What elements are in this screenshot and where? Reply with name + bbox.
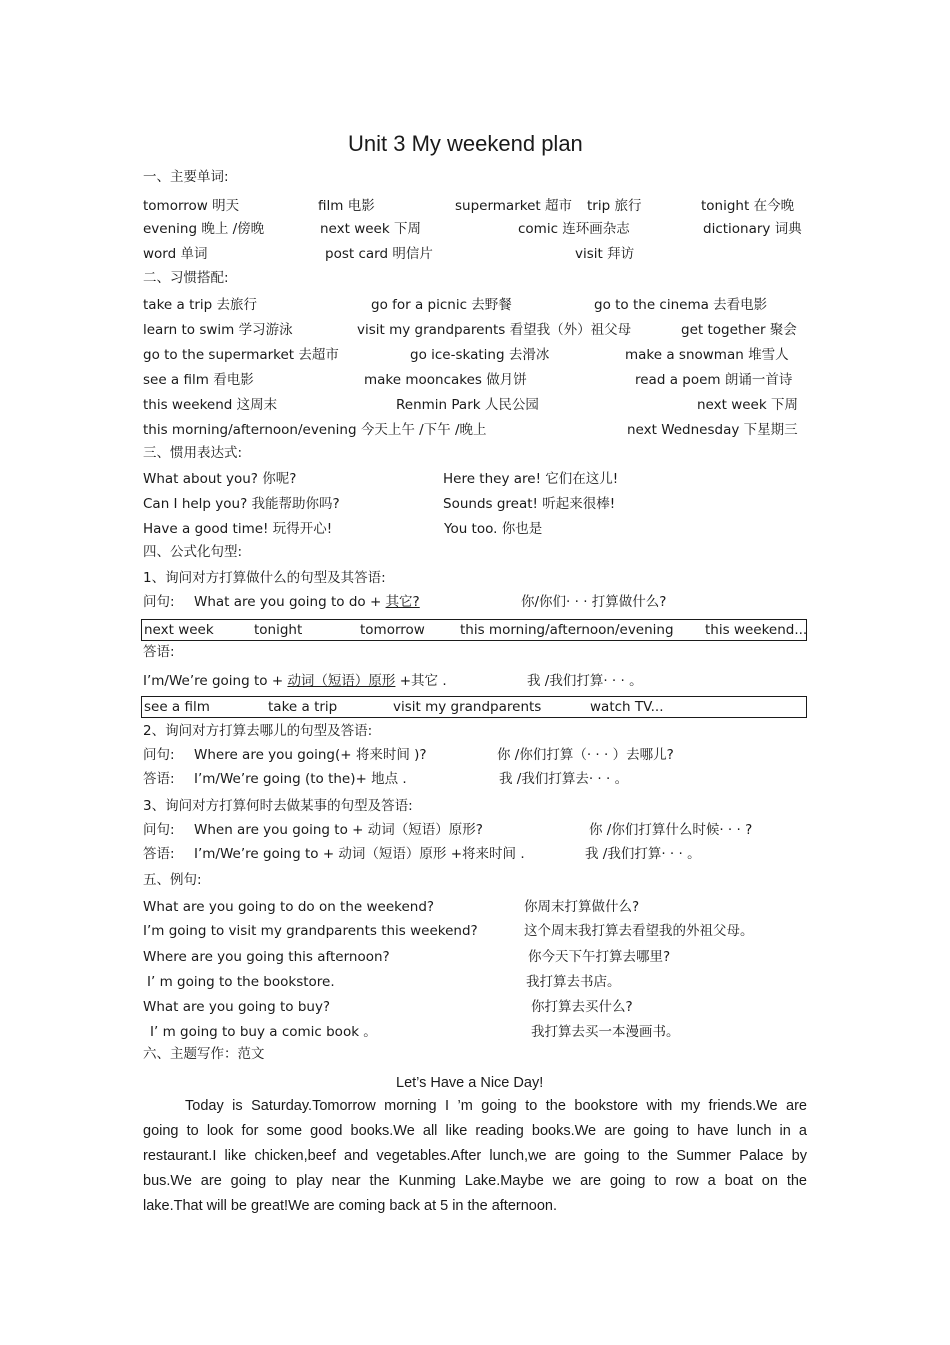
example-en: I’ m going to buy a comic book 。	[150, 1024, 377, 1040]
phrase-item: learn to swim 学习游泳	[143, 322, 293, 338]
pattern-answer-cn: 我 /我们打算· · · 。	[527, 673, 643, 689]
box-item: watch TV...	[590, 699, 664, 715]
expression-item: Here they are! 它们在这儿!	[443, 471, 619, 487]
phrase-item: next Wednesday 下星期三	[627, 422, 798, 438]
pattern-question-cn: 你/你们· · · 打算做什么?	[521, 594, 667, 610]
box-item: tomorrow	[360, 622, 425, 638]
pattern-heading: 1、询问对方打算做什么的句型及其答语:	[143, 570, 386, 586]
pattern-question-cn: 你 /你们打算什么时候· · · ?	[589, 822, 753, 838]
underlined-other: 其它?	[385, 594, 420, 610]
section-heading-patterns: 四、公式化句型:	[143, 544, 243, 560]
phrase-item: see a film 看电影	[143, 372, 254, 388]
phrase-item: go to the supermarket 去超市	[143, 347, 339, 363]
box-item: see a film	[144, 699, 210, 715]
phrase-item: go to the cinema 去看电影	[594, 297, 768, 313]
vocab-item: trip 旅行	[587, 198, 642, 214]
essay-line: Today is Saturday.Tomorrow morning I ’m going to the bookstore with my friends.We are	[185, 1098, 807, 1114]
answer-label: 答语:	[143, 644, 175, 660]
pattern-answer: I’m/We’re going to + 动词（短语）原形 +将来时间 .	[194, 846, 525, 862]
box-item: visit my grandparents	[393, 699, 542, 715]
example-en: Where are you going this afternoon?	[143, 949, 390, 965]
section-heading-collocations: 二、习惯搭配:	[143, 270, 229, 286]
vocab-item: comic 连环画杂志	[518, 221, 630, 237]
pattern-question: What are you going to do + 其它?	[194, 594, 420, 610]
expression-item: Can I help you? 我能帮助你吗?	[143, 496, 340, 512]
pattern-answer-cn: 我 /我们打算去· · · 。	[499, 771, 629, 787]
phrase-item: this weekend 这周末	[143, 397, 278, 413]
expression-item: Sounds great! 听起来很棒!	[443, 496, 616, 512]
section-heading-examples: 五、例句:	[143, 872, 202, 888]
section-heading-writing: 六、主题写作：范文	[143, 1046, 265, 1062]
phrase-item: visit my grandparents 看望我（外）祖父母	[357, 322, 632, 338]
phrase-item: Renmin Park 人民公园	[396, 397, 539, 413]
example-en: What are you going to buy?	[143, 999, 331, 1015]
phrase-item: make mooncakes 做月饼	[364, 372, 527, 388]
question-label: 问句:	[143, 747, 175, 763]
pattern-question: When are you going to + 动词（短语）原形?	[194, 822, 483, 838]
pattern-heading: 3、询问对方打算何时去做某事的句型及答语:	[143, 798, 413, 814]
phrase-item: this morning/afternoon/evening 今天上午 /下午 /晚上	[143, 422, 487, 438]
vocab-item: evening 晚上 /傍晚	[143, 221, 265, 237]
essay-body	[143, 1094, 807, 1219]
essay-line: lake.That will be great!We are coming back at 5 in the afternoon.	[143, 1198, 558, 1214]
box-item: next week	[144, 622, 214, 638]
box-item: this morning/afternoon/evening	[460, 622, 674, 638]
question-label: 问句:	[143, 822, 175, 838]
vocab-item: tonight 在今晚	[701, 198, 795, 214]
pattern-question-cn: 你 /你们打算（· · · ）去哪儿?	[497, 747, 674, 763]
phrase-item: make a snowman 堆雪人	[625, 347, 789, 363]
pattern-heading: 2、询问对方打算去哪儿的句型及答语:	[143, 723, 373, 739]
example-cn: 我打算去买一本漫画书。	[531, 1024, 680, 1040]
expression-item: What about you? 你呢?	[143, 471, 297, 487]
underlined-verb-phrase: 动词（短语）原形	[287, 673, 396, 689]
pattern-answer: I’m/We’re going (to the)+ 地点 .	[194, 771, 407, 787]
vocab-item: word 单词	[143, 246, 208, 262]
vocab-item: visit 拜访	[575, 246, 635, 262]
expression-item: Have a good time! 玩得开心!	[143, 521, 333, 537]
box-item: take a trip	[268, 699, 338, 715]
page-title: Unit 3 My weekend plan	[348, 131, 583, 156]
section-heading-vocabulary: 一、主要单词:	[143, 169, 229, 185]
example-cn: 我打算去书店。	[526, 974, 621, 990]
answer-label: 答语:	[143, 771, 175, 787]
phrase-item: get together 聚会	[681, 322, 797, 338]
box-item: tonight	[254, 622, 303, 638]
vocab-item: supermarket 超市	[455, 198, 572, 214]
example-cn: 这个周末我打算去看望我的外祖父母。	[524, 923, 754, 939]
vocab-item: post card 明信片	[325, 246, 433, 262]
pattern-question: Where are you going(+ 将来时间 )?	[194, 747, 427, 763]
example-cn: 你今天下午打算去哪里?	[528, 949, 671, 965]
answer-label: 答语:	[143, 846, 175, 862]
example-cn: 你打算去买什么?	[531, 999, 633, 1015]
essay-title: Let’s Have a Nice Day!	[396, 1075, 544, 1091]
essay-line: restaurant.I like chicken,beef and vegetables.After lunch,we are going to the Summer Palace by	[143, 1148, 807, 1164]
section-heading-expressions: 三、惯用表达式:	[143, 445, 243, 461]
vocab-item: tomorrow 明天	[143, 198, 240, 214]
phrase-item: next week 下周	[697, 397, 798, 413]
vocab-item: film 电影	[318, 198, 375, 214]
example-en: I’ m going to the bookstore.	[147, 974, 335, 990]
box-item: this weekend...	[705, 622, 808, 638]
vocab-item: next week 下周	[320, 221, 421, 237]
pattern-answer: I’m/We’re going to + 动词（短语）原形 +其它 .	[143, 673, 447, 689]
essay-line: bus.We are going to play near the Kunming Lake.Maybe we are going to row a boat on the	[143, 1173, 807, 1189]
phrase-item: take a trip 去旅行	[143, 297, 258, 313]
phrase-item: go ice-skating 去滑冰	[410, 347, 550, 363]
example-cn: 你周末打算做什么?	[524, 899, 640, 915]
pattern-answer-cn: 我 /我们打算· · · 。	[585, 846, 701, 862]
question-label: 问句:	[143, 594, 175, 610]
phrase-item: go for a picnic 去野餐	[371, 297, 512, 313]
example-en: I’m going to visit my grandparents this weekend?	[143, 923, 478, 939]
expression-item: You too. 你也是	[444, 521, 543, 537]
example-en: What are you going to do on the weekend?	[143, 899, 435, 915]
vocab-item: dictionary 词典	[703, 221, 802, 237]
essay-line: going to look for some good books.We all like reading books.We are going to have lunch in a	[143, 1123, 807, 1139]
phrase-item: read a poem 朗诵一首诗	[635, 372, 793, 388]
